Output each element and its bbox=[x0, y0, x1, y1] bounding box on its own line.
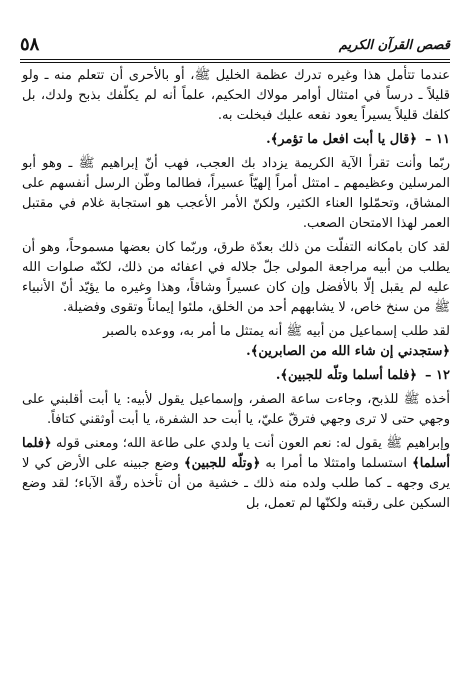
paragraph-6 bbox=[22, 434, 450, 514]
page-body bbox=[22, 66, 450, 514]
paragraph-6-part-a: وإبراهيم ﷺ يقول له: نعم العون أنت يا ولدي على طاعة الله؛ ومعنى قوله bbox=[51, 436, 450, 451]
section-number-11: ١١ – bbox=[425, 132, 450, 147]
paragraph-3: لقد كان بامكانه التفلّت من ذلك بعدّة طرق، وربّما كان بعضها مسموحاً، وهو أن يطلب من أبيه مراجعة المولى جلّ جلاله في اعفائه من ذلك، لكنّه صلوات الله عليه لم يقبل إلّا بالأفضل وإن كان عسيراً وشاقاً، وهذا وغيره ما يؤيّد أنّ الأنبياء ﷺ من سنخ خاص، لا يشابههم أحد من الخلق، ملئوا إيماناً وتقوى وفضيلة. bbox=[22, 240, 450, 315]
paragraph-6-verse-1: ﴿فلما أسلما﴾ bbox=[22, 436, 451, 471]
section-heading-12 bbox=[22, 366, 450, 386]
paragraph-4-text: لقد طلب إسماعيل من أبيه ﷺ أنه يمتثل ما أمر به، ووعده بالصبر bbox=[103, 324, 450, 339]
paragraph-1: عندما تتأمل هذا وغيره تدرك عظمة الخليل ﷺ، أو بالأحرى أن تتعلم منه ـ ولو قليلاً ـ درساً في امتثال أوامر مولاك الحكيم، علماً أنه لم يكلّفك بذبح ولدك، بل كلفك قليلاً يسيراً يعود نفعه عليك فبخلت به. bbox=[22, 68, 450, 123]
section-verse-12: ﴿فلما أسلما وتلّه للجبين﴾. bbox=[275, 368, 417, 383]
paragraph-5: أخذه ﷺ للذبح، وجاءت ساعة الصفر، وإسماعيل يقول لأبيه: يا أبت أقلبني على وجهي حتى لا ترى وجهي فترقّ عليّ، يا أبت حد الشفرة، يا أبت أوثقني كتافاً. bbox=[22, 392, 450, 427]
verse-quote: ﴿ستجدني إن شاء الله من الصابرين﴾. bbox=[246, 344, 450, 359]
paragraph-6-verse-2: ﴿وتلّه للجبين﴾ bbox=[184, 456, 261, 471]
paragraph-6-part-c: وضع جبينه على الأرض كي لا يرى وجهه ـ كما طلب ولده منه ذلك ـ خشية من أن تأخذه رقّة الآباء؛ لقد وضع السكين على رقبته ولكنّها لم تعمل، بل bbox=[22, 456, 450, 511]
page-number: ٥٨ bbox=[20, 34, 40, 55]
section-heading-11 bbox=[22, 130, 450, 150]
paragraph-6-part-b: استسلما وامتثلا ما أمرا به bbox=[260, 456, 413, 471]
paragraph-2: ربّما وأنت تقرأ الآية الكريمة يزداد بك العجب، فهب أنّ إبراهيم ﷺ ـ وهو أبو المرسلين وعظيمهم ـ امتثل أمراً إلهيّاً عسيراً، فطالما وطّن الرسل أنفسهم على المشاق، وتحمّلوا العناء الكثير، ولكنّ الأمر الأعجب هو استجابة غلام في مقتبل العمر لهذا الامتحان الصعب. bbox=[22, 156, 450, 231]
section-number-12: ١٢ – bbox=[425, 368, 450, 383]
header-rule bbox=[20, 59, 450, 63]
page-header bbox=[20, 34, 450, 56]
running-title: قصص القرآن الكريم bbox=[338, 38, 450, 53]
section-verse-11: ﴿قال يا أبت افعل ما تؤمر﴾. bbox=[266, 132, 417, 147]
paragraph-4 bbox=[22, 322, 450, 362]
